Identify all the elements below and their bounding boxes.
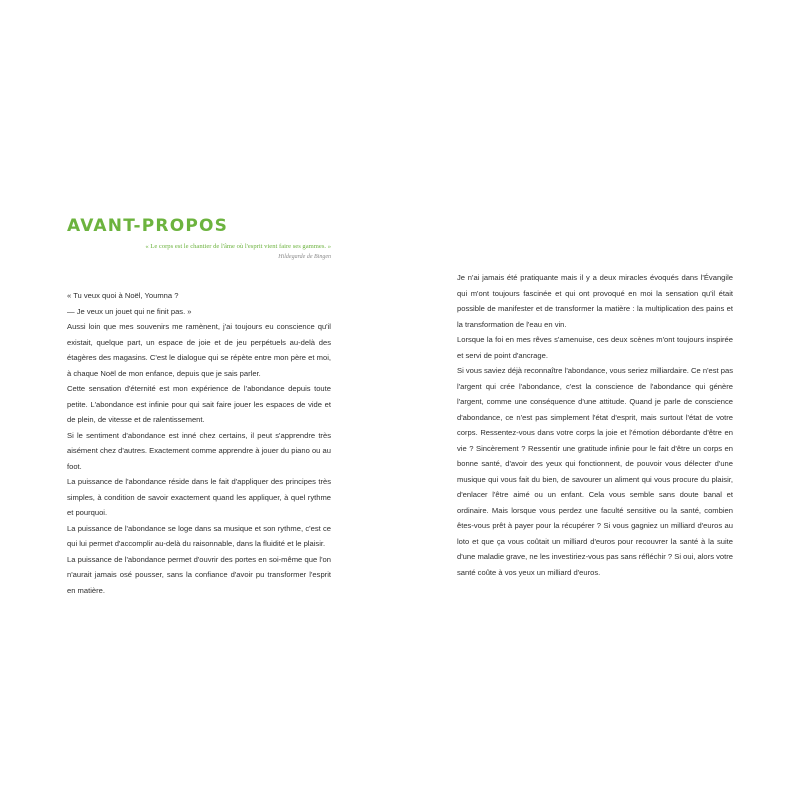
paragraph: Aussi loin que mes souvenirs me ramènent, j'ai toujours eu conscience qu'il existait, quelque part, un espace de joie et de jeu perpétuels au-delà des étagères des magasins. C'est le dialogue qui se répète entre mon père et moi, à chaque Noël de mon enfance, depuis que je sais parler. <box>67 322 331 378</box>
paragraph: Cette sensation d'éternité est mon expérience de l'abondance depuis toute petite. L'abondance est infinie pour qui sait faire jouer les espaces de vide et de plein, de vitesse et de ralentissement. <box>67 384 331 424</box>
right-page-body <box>457 270 733 580</box>
paragraph: — Je veux un jouet qui ne finit pas. » <box>67 306 192 316</box>
epigraph <box>67 242 331 262</box>
left-page-body <box>67 288 331 598</box>
paragraph: Lorsque la foi en mes rêves s'amenuise, ces deux scènes m'ont toujours inspirée et servi de point d'ancrage. <box>457 335 733 360</box>
paragraph: La puissance de l'abondance permet d'ouvrir des portes en soi-même que l'on n'aurait jamais osé pousser, sans la confiance d'avoir pu transformer l'esprit en matière. <box>67 554 331 595</box>
paragraph: La puissance de l'abondance se loge dans sa musique et son rythme, c'est ce qui lui permet d'accomplir au-delà du raisonnable, dans la fluidité et le plaisir. <box>67 523 331 548</box>
paragraph: « Tu veux quoi à Noël, Youmna ? <box>67 291 179 300</box>
chapter-title: AVANT-PROPOS <box>67 216 229 236</box>
paragraph: Je n'ai jamais été pratiquante mais il y a deux miracles évoqués dans l'Évangile qui m'ont toujours fascinée et qui ont provoqué en moi la sensation qu'il était possible de manifester et de transformer la matière : la multiplication des pains et la transformation de l'eau en vin. <box>457 273 733 329</box>
epigraph-author: Hildegarde de Bingen <box>278 254 331 260</box>
paragraph: Si le sentiment d'abondance est inné chez certains, il peut s'apprendre très aisément chez d'autres. Exactement comme apprendre à jouer du piano ou au foot. <box>67 430 331 471</box>
paragraph: La puissance de l'abondance réside dans le fait d'appliquer des principes très simples, à condition de savoir exactement quand les appliquer, à quel rythme et pourquoi. <box>67 477 331 517</box>
right-page <box>400 0 800 800</box>
epigraph-quote: « Le corps est le chantier de l'âme où l'esprit vient faire ses gammes. » <box>145 243 331 250</box>
paragraph: Si vous saviez déjà reconnaître l'abondance, vous seriez milliardaire. Ce n'est pas l'argent qui crée l'abondance, c'est la conscience de l'abondance qui génère l'argent, comme une conséquence d'une attitude. Quand je parle de conscience d'abondance, ce n'est pas simplement l'état d'esprit, mais surtout l'état de votre corps. Ressentez-vous dans votre corps la joie et l'émotion débordante d'être en vie ? Sincèrement ? Ressentir une gratitude infinie pour le fait d'être un corps en bonne santé, d'avoir des yeux qui fonctionnent, de pouvoir vous délecter d'une musique qui vous fait du bien, de savourer un aliment qui vous procure du plaisir, d'enlacer l'être aimé ou un enfant. Cela vous semble sans doute banal et ordinaire. Mais lorsque vous perdez une faculté sensitive ou la santé, combien êtes-vous prêt à payer pour la récupérer ? Si vous gagniez un milliard d'euros au loto et que ça vous coûtait un milliard d'euros pour recouvrer la santé à la suite d'une maladie grave, ne les investiriez-vous pas sans réfléchir ? Si oui, alors votre santé coûte à vos yeux un milliard d'euros. <box>457 366 733 577</box>
